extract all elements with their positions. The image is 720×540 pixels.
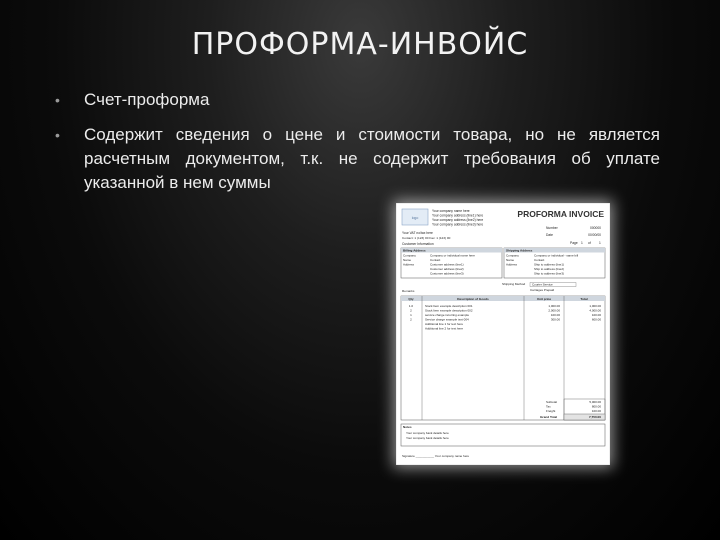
item-total: 600.00 bbox=[591, 317, 601, 322]
item-unit: 2,000.00 bbox=[548, 308, 560, 313]
total-value: 800.00 bbox=[591, 404, 601, 409]
shipping-method-value: Courier Service bbox=[532, 282, 553, 287]
column-header: Description of Goods bbox=[457, 296, 489, 301]
shipping-label: Name bbox=[506, 258, 515, 262]
item-qty: 1.0 bbox=[408, 304, 414, 308]
shipping-value: Ship to address (line3) bbox=[534, 271, 565, 276]
company-line: Your company address (line3) here bbox=[432, 222, 484, 227]
page-label: Page bbox=[570, 241, 578, 245]
page-of: of bbox=[588, 241, 591, 245]
field-value: 000000 bbox=[589, 226, 601, 230]
total-value: 100.00 bbox=[591, 409, 601, 413]
billing-label: Address bbox=[403, 262, 415, 267]
company-line: Your company name here bbox=[432, 209, 470, 213]
item-qty: 1 bbox=[410, 313, 412, 317]
item-desc: service charge incurring example bbox=[425, 313, 470, 317]
billing-value: Company or individual name here bbox=[430, 253, 475, 258]
bullet-text: Содержит сведения о цене и стоимости товара, но не является расчетным документом, т.к. не содержит требования об уплате указанной в нем суммы bbox=[84, 125, 660, 192]
billing-header: Billing Address bbox=[403, 248, 426, 253]
item-unit: 100.00 bbox=[550, 313, 560, 317]
invoice-image bbox=[396, 203, 610, 465]
total-value: 5,000.00 bbox=[589, 400, 601, 404]
item-total: 100.00 bbox=[591, 313, 601, 317]
page-number: 1 bbox=[581, 241, 583, 245]
shipping-label: Company bbox=[506, 253, 519, 258]
item-qty: 2 bbox=[410, 317, 412, 322]
billing-value: Contact bbox=[430, 258, 441, 262]
billing-value: Customer address (line1) bbox=[430, 262, 464, 267]
company-logo-text: logo bbox=[411, 216, 419, 220]
item-unit: 1,000.00 bbox=[548, 304, 560, 308]
remarks-label: Remarks bbox=[402, 289, 415, 293]
shipping-value: Contact bbox=[534, 258, 545, 262]
billing-label: Name bbox=[403, 258, 412, 262]
notes-line: Your company bank details here bbox=[406, 431, 449, 435]
notes-header: Notes bbox=[403, 425, 412, 429]
invoice-document bbox=[396, 203, 610, 465]
billing-label: Company bbox=[403, 253, 416, 258]
shipping-value: Ship to address (line2) bbox=[534, 267, 565, 271]
shipping-label: Address bbox=[506, 262, 518, 267]
item-total: 1,000.00 bbox=[589, 304, 601, 308]
item-desc: Additional line 2 for text here bbox=[425, 326, 464, 331]
company-line: Your company address (line1) here bbox=[432, 213, 484, 218]
item-total: 4,000.00 bbox=[589, 308, 601, 313]
bullet-text: Счет-проформа bbox=[84, 90, 210, 109]
item-desc: Service charge example text 004 bbox=[425, 317, 469, 322]
notes-line: Your company bank details here bbox=[406, 436, 449, 440]
field-label: Date bbox=[546, 233, 553, 237]
item-unit: 300.00 bbox=[550, 317, 560, 322]
total-label: Freight bbox=[546, 409, 556, 413]
grand-total-value: 7,750.00 bbox=[588, 415, 601, 419]
bullet-dot-icon: • bbox=[55, 127, 60, 143]
slide-title: ПРОФОРМА-ИНВОЙС bbox=[191, 27, 529, 62]
bullet-dot-icon: • bbox=[55, 92, 60, 108]
shipping-value: Company or individual - same bill bbox=[534, 253, 579, 258]
shipping-method-sub: Carriages Prepaid bbox=[530, 288, 555, 292]
page-total: 1 bbox=[599, 241, 601, 245]
company-line: Your company address (line2) here bbox=[432, 218, 484, 222]
column-header: Unit price bbox=[536, 296, 552, 301]
invoice-title: PROFORMA INVOICE bbox=[517, 209, 604, 219]
column-header: Qty bbox=[408, 296, 414, 301]
field-label: Number bbox=[546, 226, 558, 230]
bullet-list bbox=[55, 88, 660, 195]
shipping-method-label: Shipping Method bbox=[502, 282, 526, 286]
contact-line: Contact: 1 (123) 00 Fax: 1 (123) 00 bbox=[402, 236, 451, 240]
bullet-item bbox=[55, 123, 660, 195]
signature-line: Signature ___________ Your company name here bbox=[402, 454, 470, 458]
item-desc: Stock Item example description 002 bbox=[425, 308, 473, 313]
grand-total-label: Grand Total bbox=[540, 415, 558, 419]
field-value: 00/00/00 bbox=[588, 233, 601, 237]
total-label: Tax bbox=[546, 404, 551, 409]
tax-line: Your VAT no/tax here bbox=[402, 231, 433, 235]
bullet-item bbox=[55, 88, 660, 112]
customer-info-heading: Customer Information bbox=[402, 242, 434, 246]
column-header: Total bbox=[580, 296, 588, 301]
billing-value: Customer address (line2) bbox=[430, 267, 464, 271]
item-desc: Stock Item example description 001 bbox=[425, 304, 473, 308]
billing-value: Customer address (line3) bbox=[430, 271, 464, 276]
item-desc: Additional line 1 for text here bbox=[425, 322, 464, 326]
item-qty: 2 bbox=[410, 308, 412, 313]
shipping-header: Shipping Address bbox=[506, 248, 533, 253]
total-label: Subtotal bbox=[546, 400, 558, 404]
shipping-value: Ship to address (line1) bbox=[534, 262, 565, 267]
